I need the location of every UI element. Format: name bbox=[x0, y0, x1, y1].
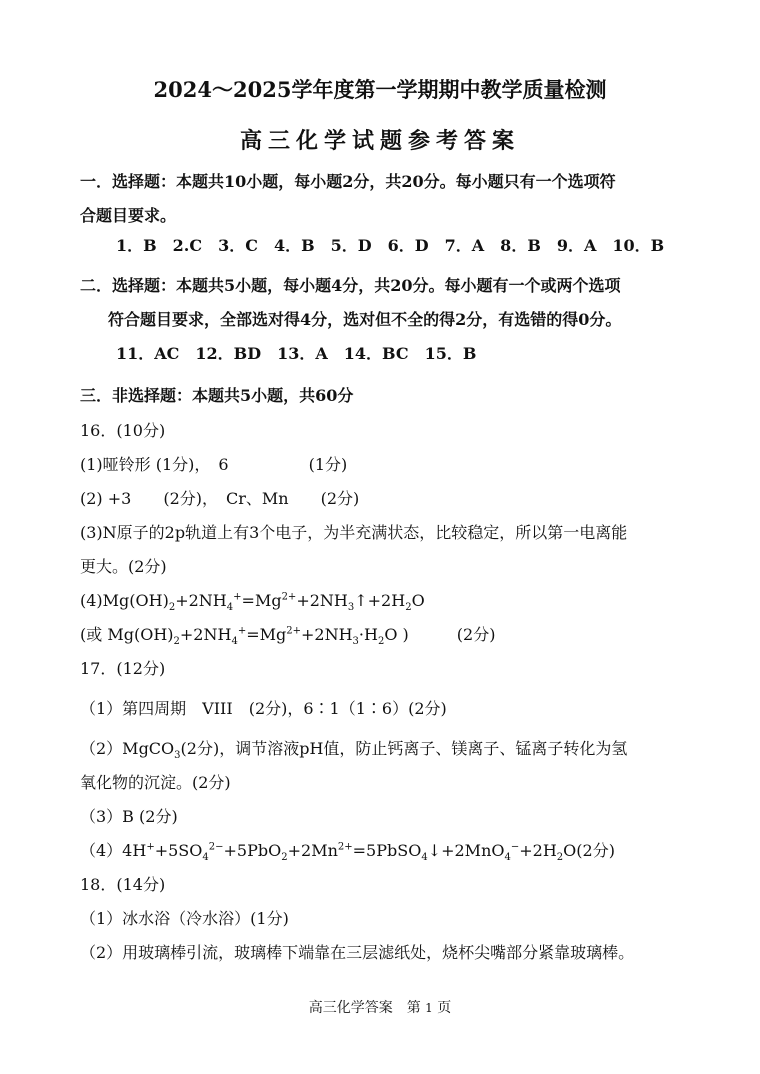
formula-part: (或 Mg(OH) bbox=[80, 625, 174, 644]
q17-heading: 17．(12分) bbox=[80, 659, 166, 678]
section2-answers: 11．AC 12．BD 13．A 14．BC 15．B bbox=[116, 344, 477, 363]
formula-part: +5SO bbox=[154, 841, 203, 860]
formula-part: +2H bbox=[519, 841, 557, 860]
page-title: 2024～2025学年度第一学期期中教学质量检测 bbox=[153, 77, 607, 102]
subscript: 4 bbox=[226, 602, 234, 614]
q17-answer-3: （3）B (2分) bbox=[80, 807, 178, 826]
section2-heading-cont: 符合题目要求，全部选对得4分，选对但不全的得2分，有选错的得0分。 bbox=[108, 310, 622, 329]
subscript: 2 bbox=[556, 852, 564, 864]
q16-answer-4 bbox=[80, 591, 425, 614]
formula-part: +5PbO bbox=[223, 841, 282, 860]
superscript: 2+ bbox=[286, 625, 301, 637]
formula-part: +2Mn bbox=[287, 841, 338, 860]
q18-answer-2: （2）用玻璃棒引流，玻璃棒下端靠在三层滤纸处，烧杯尖嘴部分紧靠玻璃棒。 bbox=[80, 943, 635, 962]
formula-part: =5PbSO bbox=[352, 841, 422, 860]
section1-heading-cont: 合题目要求。 bbox=[80, 206, 177, 225]
q16-answer-4-alt bbox=[80, 625, 496, 648]
subscript: 3 bbox=[174, 750, 181, 762]
subscript: 4 bbox=[504, 852, 511, 864]
section1-heading: 一．选择题：本题共10小题，每小题2分，共20分。每小题只有一个选项符 bbox=[80, 172, 616, 191]
subscript: 2 bbox=[173, 636, 180, 648]
formula-part: O(2分) bbox=[563, 841, 615, 860]
subscript: 2 bbox=[377, 636, 385, 648]
superscript: + bbox=[146, 841, 155, 853]
subscript: 3 bbox=[347, 602, 355, 614]
superscript: 2+ bbox=[337, 841, 353, 853]
q18-heading: 18．(14分) bbox=[80, 875, 166, 894]
formula-part: ·H bbox=[358, 625, 378, 644]
page-number: 1 bbox=[425, 1001, 433, 1015]
q16-answer-1: (1)哑铃形 (1分)， 6 (1分) bbox=[80, 455, 348, 474]
q16-heading: 16．(10分) bbox=[80, 421, 166, 440]
formula-part: +2NH bbox=[300, 625, 353, 644]
superscript: + bbox=[233, 591, 242, 603]
q18-answer-1: （1）冰水浴（冷水浴）(1分) bbox=[80, 909, 289, 928]
subscript: 2 bbox=[405, 602, 412, 614]
superscript: 2+ bbox=[281, 591, 297, 603]
q17-answer-4 bbox=[80, 841, 615, 864]
q17-answer-1: （1）第四周期 VIII (2分)，6∶1（1∶6）(2分) bbox=[80, 699, 447, 718]
formula-part: O bbox=[411, 591, 425, 610]
formula-part: +2NH bbox=[296, 591, 348, 610]
formula-part: (2分)，调节溶液pH值，防止钙离子、镁离子、锰离子转化为氢 bbox=[180, 739, 628, 758]
formula-part: （4）4H bbox=[80, 841, 147, 860]
q16-answer-3-cont: 更大。(2分) bbox=[80, 557, 167, 576]
section2-heading: 二．选择题：本题共5小题，每小题4分，共20分。每小题有一个或两个选项 bbox=[80, 276, 621, 295]
formula-part: +2NH bbox=[179, 625, 232, 644]
formula-part: ↑+2H bbox=[354, 591, 406, 610]
subscript: 4 bbox=[421, 852, 428, 864]
page-footer bbox=[0, 998, 760, 1018]
q17-answer-2 bbox=[80, 739, 628, 762]
section3-heading: 三．非选择题：本题共5小题，共60分 bbox=[80, 386, 354, 405]
q16-answer-3: (3)N原子的2p轨道上有3个电子，为半充满状态，比较稳定，所以第一电离能 bbox=[80, 523, 628, 542]
q17-answer-2-cont: 氧化物的沉淀。(2分) bbox=[80, 773, 231, 792]
superscript: − bbox=[510, 841, 520, 853]
subscript: 2 bbox=[168, 602, 176, 614]
formula-part: ↓+2MnO bbox=[427, 841, 505, 860]
subscript: 4 bbox=[231, 636, 238, 648]
subscript: 4 bbox=[202, 852, 209, 864]
formula-part: =Mg bbox=[246, 625, 287, 644]
footer-label: 高三化学答案 第 bbox=[308, 1000, 421, 1016]
superscript: + bbox=[237, 625, 247, 637]
formula-part: (4)Mg(OH) bbox=[80, 591, 169, 610]
page-subtitle: 高三化学试题参考答案 bbox=[239, 128, 520, 154]
subscript: 3 bbox=[352, 636, 359, 648]
formula-part: （2）MgCO bbox=[80, 739, 175, 758]
subscript: 2 bbox=[281, 852, 288, 864]
formula-part: +2NH bbox=[175, 591, 227, 610]
footer-suffix: 页 bbox=[437, 1000, 452, 1016]
superscript: 2− bbox=[208, 841, 224, 853]
formula-part: O ) (2分) bbox=[384, 625, 496, 644]
q16-answer-2: (2) +3 (2分)， Cr、Mn (2分) bbox=[80, 489, 360, 508]
section1-answers: 1．B 2.C 3．C 4．B 5．D 6．D 7．A 8．B 9．A 10．B bbox=[116, 236, 665, 255]
formula-part: =Mg bbox=[241, 591, 282, 610]
